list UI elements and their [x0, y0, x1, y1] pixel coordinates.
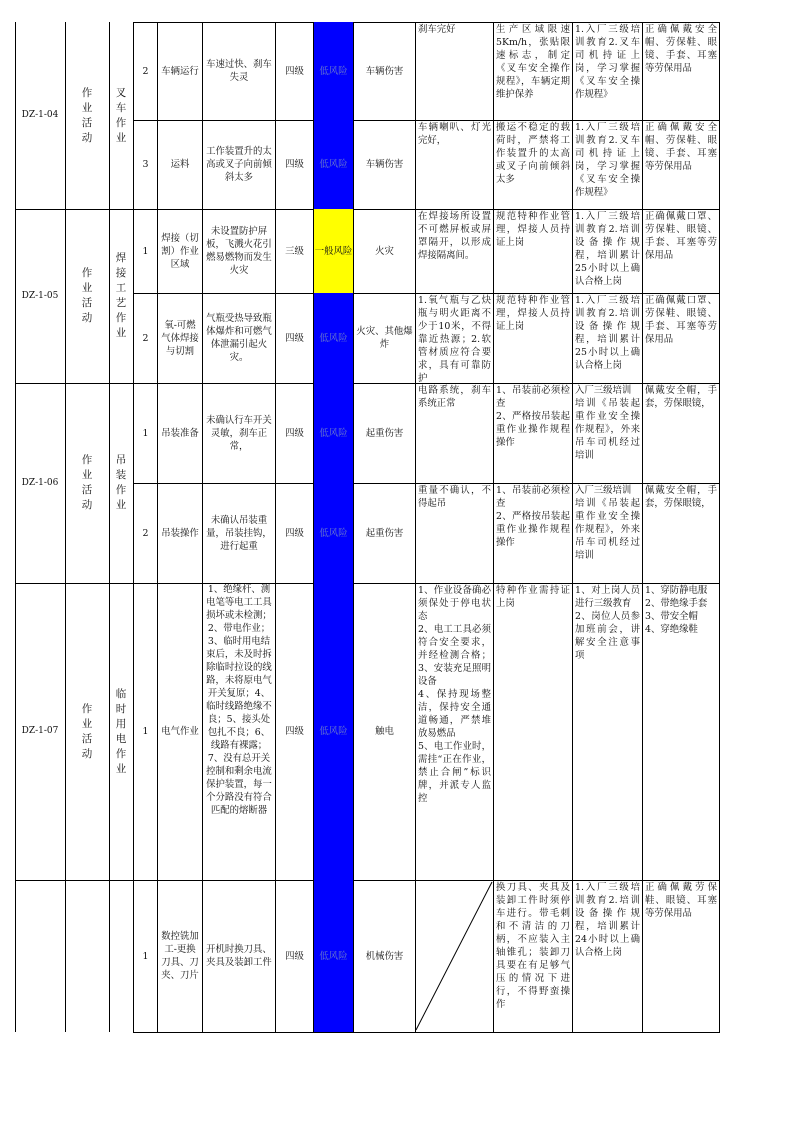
engineering-measure: 刹车完好 [415, 22, 493, 120]
row-number: 1 [133, 880, 157, 1032]
group-category: 临时用电作业 [115, 687, 127, 775]
ppe-measure: 1、穿防静电服 2、带绝缘手套 3、带安全帽 4、穿绝缘鞋 [642, 583, 720, 880]
engineering-measure: 在焊接场所设置不可燃屏板或屏罩隔开，以形成焊接隔离间。 [415, 209, 493, 293]
work-item: 车辆运行 [157, 22, 202, 120]
training-measure: 1.入厂三级培训教育2.培训设备操作规程，培训累计24小时以上确认合格上岗 [572, 880, 642, 1032]
group-code: DZ-1-05 [21, 290, 59, 301]
hazard-description: 未设置防护屏板，飞溅火花引燃易燃物而发生火灾 [202, 209, 275, 293]
engineering-measure [415, 880, 493, 1032]
risk-level: 四级 [275, 383, 313, 483]
engineering-measure: 1、作业设备确必须保处于停电状态 2、电工工具必须符合安全要求，并经检测合格；3、安装充足照明设备 4、保持现场整洁，保持安全通道畅通，严禁堆放易燃品 5、电工作业时，需挂“正在作业，禁止合闸”标识牌，并派专人监控 [415, 583, 493, 880]
row-number: 2 [133, 22, 157, 120]
engineering-measure: 1.氧气瓶与乙炔瓶与明火距离不少于10米，不得靠近热源；2.软管材质应符合要求，具有可靠防护 [415, 293, 493, 383]
accident-type: 起重伤害 [353, 383, 415, 483]
ppe-measure: 正确佩戴口罩、劳保鞋、眼镜、手套、耳塞等劳保用品 [642, 209, 720, 293]
risk-level: 四级 [275, 293, 313, 383]
hazard-description: 车速过快、刹车失灵 [202, 22, 275, 120]
group-category: 焊接工艺作业 [115, 252, 127, 339]
row-number: 1 [133, 583, 157, 880]
accident-type: 火灾 [353, 209, 415, 293]
risk-level: 四级 [275, 583, 313, 880]
hazard-description: 1、绝缘杆、测电笔等电工工具损坏或未检测；2、带电作业；3、临时用电结束后，未及时拆除临时拉设的线路，未将原电气开关复原；4、临时线路绝缘不良；5、接头处包扎不良；6、线路有裸露；7、没有总开关控制和剩余电流保护装置，每一个分路没有符合匹配的熔断器 [202, 583, 275, 880]
training-measure: 1.入厂三级培训教育2.叉车司机持证上岗，学习掌握《叉车安全操作规程》 [572, 22, 642, 120]
table-row [15, 583, 720, 880]
work-item: 吊装操作 [157, 483, 202, 583]
accident-type: 触电 [353, 583, 415, 880]
table-row [15, 120, 720, 209]
work-item: 吊装准备 [157, 383, 202, 483]
ppe-measure: 佩戴安全帽，手套，劳保眼镜， [642, 483, 720, 583]
engineering-measure: 电路系统，刹车系统正常 [415, 383, 493, 483]
risk-level: 四级 [275, 483, 313, 583]
group-code: DZ-1-04 [21, 110, 59, 120]
hazard-description: 未确认吊装重量，吊装挂钩，进行起重 [202, 483, 275, 583]
hazard-description: 工作装置升的太高或叉子向前倾斜太多 [202, 120, 275, 209]
diagonal-strike [416, 880, 493, 1032]
risk-color-cell: 低风险 [313, 880, 353, 1032]
row-number: 2 [133, 293, 157, 383]
management-measure: 搬运不稳定的载荷时，严禁将工作装置升的太高或叉子向前倾斜太多 [493, 120, 572, 209]
risk-color-cell: 低风险 [313, 383, 353, 483]
row-number: 2 [133, 483, 157, 583]
table-row [15, 293, 720, 383]
hazard-description: 未确认行车开关灵敏，刹车正常， [202, 383, 275, 483]
management-measure: 1、吊装前必须检查 2、严格按吊装起重作业操作规程操作 [493, 383, 572, 483]
work-item: 运料 [157, 120, 202, 209]
table-row [15, 22, 720, 120]
hazard-description: 开机时换刀具、夹具及装卸工件 [202, 880, 275, 1032]
accident-type: 火灾、其他爆炸 [353, 293, 415, 383]
risk-level: 四级 [275, 120, 313, 209]
risk-color-cell: 低风险 [313, 22, 353, 120]
risk-color-cell: 低风险 [313, 483, 353, 583]
row-number: 1 [133, 383, 157, 483]
row-border [133, 1032, 720, 1033]
ppe-measure: 正确佩戴安全帽、劳保鞋、眼镜、手套、耳塞等劳保用品 [642, 22, 720, 120]
work-item: 氧-可燃气体焊接与切割 [157, 293, 202, 383]
group-category: 叉车作业 [115, 86, 127, 144]
management-measure: 规范特种作业管理，焊接人员持证上岗 [493, 209, 572, 293]
risk-level: 四级 [275, 22, 313, 120]
engineering-measure: 车辆喇叭、灯光完好， [415, 120, 493, 209]
risk-color-cell: 一般风险 [313, 209, 353, 293]
risk-color-cell: 低风险 [313, 293, 353, 383]
group-activity: 作业活动 [81, 454, 93, 511]
row-number: 3 [133, 120, 157, 209]
risk-color-cell: 低风险 [313, 583, 353, 880]
accident-type: 起重伤害 [353, 483, 415, 583]
table-row [15, 209, 720, 293]
management-measure: 换刀具、夹具及装卸工件时须停车进行。带毛刺和不清洁的刀柄，不应装入主轴锥孔；装卸刀具要在有足够气压的情况下进行，不得野蛮操作 [493, 880, 572, 1032]
table-row [15, 483, 720, 583]
group-code: DZ-1-06 [21, 477, 59, 488]
work-item: 焊接（切割）作业区域 [157, 209, 202, 293]
ppe-measure: 佩戴安全帽，手套，劳保眼镜， [642, 383, 720, 483]
group-code: DZ-1-07 [21, 726, 59, 736]
group-activity: 作业活动 [81, 267, 93, 324]
risk-level: 三级 [275, 209, 313, 293]
work-item: 电气作业 [157, 583, 202, 880]
work-item: 数控铣加工-更换刀具、刀夹、刀片 [157, 880, 202, 1032]
ppe-measure: 正确佩戴口罩、劳保鞋、眼镜、手套、耳塞等劳保用品 [642, 293, 720, 383]
ppe-measure: 正确佩戴劳保鞋、眼镜、耳塞等劳保用品 [642, 880, 720, 1032]
risk-color-cell: 低风险 [313, 120, 353, 209]
management-measure: 特种作业需持证上岗 [493, 583, 572, 880]
risk-level: 四级 [275, 880, 313, 1032]
management-measure: 生产区域限速5Km/h，张贴限速标志，制定《叉车安全操作规程》，车辆定期维护保养 [493, 22, 572, 120]
group-activity: 作业活动 [81, 86, 93, 144]
row-number: 1 [133, 209, 157, 293]
training-measure: 1.入厂三级培训教育2.培训设备操作规程，培训累计25小时以上确认合格上岗 [572, 293, 642, 383]
table-row [15, 880, 720, 1032]
hazard-description: 气瓶受热导致瓶体爆炸和可燃气体泄漏引起火灾。 [202, 293, 275, 383]
accident-type: 车辆伤害 [353, 120, 415, 209]
group-category: 吊装作业 [115, 454, 127, 511]
accident-type: 机械伤害 [353, 880, 415, 1032]
engineering-measure: 重量不确认，不得起吊 [415, 483, 493, 583]
management-measure: 1、吊装前必须检查 2、严格按吊装起重作业操作规程操作 [493, 483, 572, 583]
accident-type: 车辆伤害 [353, 22, 415, 120]
ppe-measure: 正确佩戴安全帽、劳保鞋、眼镜、手套、耳塞等劳保用品 [642, 120, 720, 209]
training-measure: 1、对上岗人员进行三级教育 2、岗位人员参加班前会，讲解安全注意事项 [572, 583, 642, 880]
training-measure: 入厂三级培训 培训《吊装起重作业安全操作规程》，外来吊车司机经过培训 [572, 383, 642, 483]
table-row [15, 383, 720, 483]
group-activity: 作业活动 [81, 702, 93, 760]
management-measure: 规范特种作业管理，焊接人员持证上岗 [493, 293, 572, 383]
training-measure: 1.入厂三级培训教育2.培训设备操作规程，培训累计25小时以上确认合格上岗 [572, 209, 642, 293]
training-measure: 入厂三级培训 培训《吊装起重作业安全操作规程》，外来吊车司机经过培训 [572, 483, 642, 583]
training-measure: 1.入厂三级培训教育2.叉车司机持证上岗，学习掌握《叉车安全操作规程》 [572, 120, 642, 209]
